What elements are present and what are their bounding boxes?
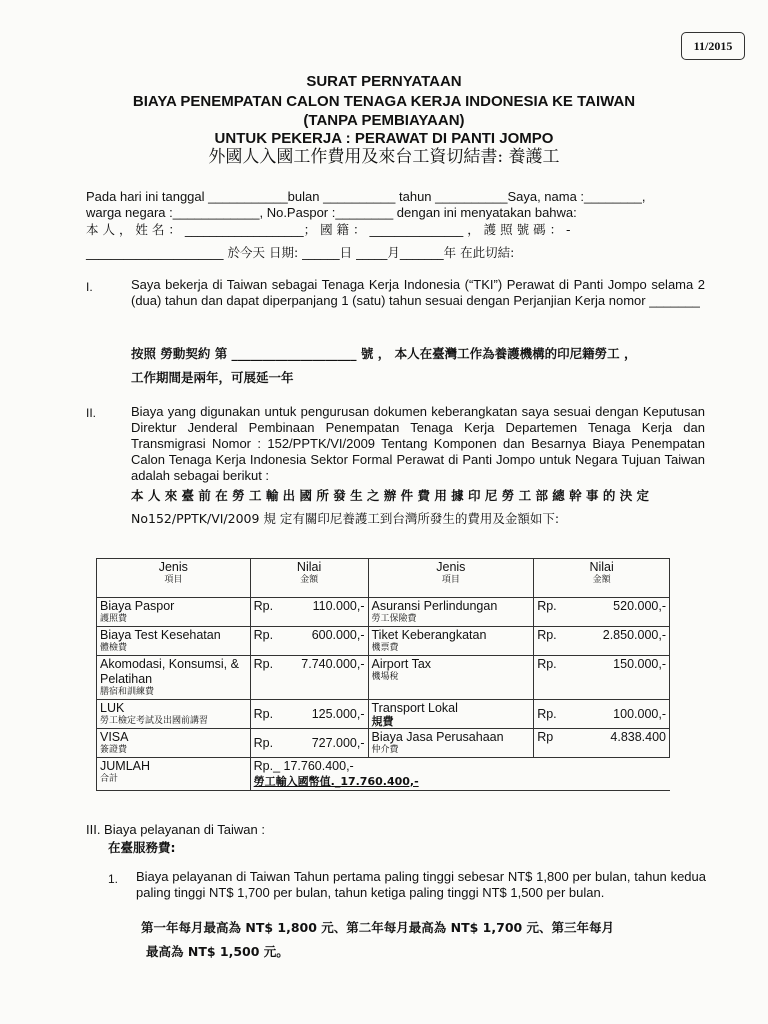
table-row: Biaya Paspor 護照費 Rp. 110.000,- Asuransi Perlindungan 勞工保險費 Rp. 520.000,-	[97, 598, 670, 627]
intro-line-4: ______________________ 於今天 日期: ______日 _____月_______年 在此切結:	[86, 245, 515, 260]
table-row: LUK 勞工檢定考試及出國前講習 Rp. 125.000,- Transport Lokal 規費 Rp. 100.000,-	[97, 700, 670, 729]
header-nilai-left: Nilai 金額	[250, 559, 368, 598]
title-untuk-pekerja: UNTUK PEKERJA : PERAWAT DI PANTI JOMPO	[214, 130, 554, 147]
section-3-item-number: 1.	[108, 872, 119, 886]
section-3-title-chinese: 在臺服務費:	[108, 840, 176, 855]
table-row: Akomodasi, Konsumsi, & Pelatihan 膳宿和訓練費 Rp. 7.740.000,- Airport Tax 機場稅 Rp. 150.000,-	[97, 656, 670, 700]
title-surat-pernyataan: SURAT PERNYATAAN	[306, 73, 462, 90]
table-header-row	[97, 559, 670, 598]
cost-table	[96, 558, 670, 791]
section-3-item-chinese-1: 第一年每月最高為 NT$ 1,800 元、第二年每月最高為 NT$ 1,700 元、第三年每月	[141, 920, 615, 935]
title-tanpa-pembiayaan: (TANPA PEMBIAYAAN)	[303, 112, 465, 129]
intro-line-2: warga negara :____________, No.Paspor :________ dengan ini menyatakan bahwa:	[86, 205, 577, 220]
section-2-chinese-1: 本 人 來 臺 前 在 勞 工 輸 出 國 所 發 生 之 辦 件 費 用 據 印 尼 勞 工 部 總 幹 事 的 決 定	[131, 488, 650, 503]
header-jenis-left: Jenis 項目	[97, 559, 251, 598]
intro-line-3: 本 人 ， 姓 名 ： ___________________； 國 籍 ： _______________ ， 護 照 號 碼 ： -	[86, 222, 571, 237]
section-2-chinese-2: No152/PPTK/VI/2009 規 定有關印尼養護工到台灣所發生的費用及金額如下:	[131, 511, 560, 526]
section-1-chinese-2: 工作期間是兩年，可展延一年	[131, 370, 294, 385]
section-2-text: Biaya yang digunakan untuk pengurusan dokumen keberangkatan saya sesuai dengan Keputusan Direktur Jenderal Pembinaan Penempatan Tenaga Kerja Departemen Tenaga Kerja dan Transmigrasi Nomor : 152/PPTK/VI/2009 Tentang Komponen dan Besarnya Biaya Penempatan Calon Tenaga Kerja Indonesia Sektor Formal Perawat di Panti Jompo untuk Negara Tujuan Taiwan adalah sebagai berikut :	[131, 404, 705, 483]
header-nilai-right: Nilai 金額	[534, 559, 670, 598]
section-1-chinese-1: 按照 勞動契約 第 ____________________ 號 ， 本人在臺灣工作為養護機構的印尼籍勞工 ，	[131, 346, 637, 361]
table-row: Biaya Test Kesehatan 體檢費 Rp. 600.000,- Tiket Keberangkatan 機票費 Rp. 2.850.000,-	[97, 627, 670, 656]
title-biaya-penempatan: BIAYA PENEMPATAN CALON TENAGA KERJA INDONESIA KE TAIWAN	[132, 93, 636, 110]
title-chinese: 外國人入國工作費用及來台工資切結書: 養護工	[208, 147, 560, 167]
table-row: VISA 簽證費 Rp. 727.000,- Biaya Jasa Perusahaan 仲介費 Rp 4.838.400	[97, 729, 670, 758]
section-1-text: Saya bekerja di Taiwan sebagai Tenaga Kerja Indonesia (“TKI”) Perawat di Panti Jompo selama 2 (dua) tahun dan dapat diperpanjang 1 (satu) tahun sesuai dengan Perjanjian Kerja nomor _______	[131, 277, 705, 308]
intro-line-1: Pada hari ini tanggal ___________bulan __________ tahun __________Saya, nama :________,	[86, 189, 646, 204]
total-value: Rp._ 17.760.400,-	[253, 759, 354, 773]
section-2-number: II.	[86, 406, 97, 420]
header-jenis-right: Jenis 項目	[368, 559, 534, 598]
section-3-item-text: Biaya pelayanan di Taiwan Tahun pertama paling tinggi sebesar NT$ 1,800 per bulan, tahun kedua paling tinggi NT$ 1,700 per bulan, tahun ketiga paling tinggi NT$ 1,500 per bulan.	[136, 869, 706, 900]
section-3-title: III. Biaya pelayanan di Taiwan :	[86, 822, 265, 837]
section-3-item-chinese-2: 最高為 NT$ 1,500 元。	[146, 944, 289, 959]
section-1-number: I.	[86, 280, 93, 294]
form-code-badge: 11/2015	[681, 32, 745, 60]
total-value-chinese: 勞工輸入國幣值._17.760.400,-	[253, 775, 419, 788]
table-total-row: JUMLAH 合計 Rp._ 17.760.400,- 勞工輸入國幣值._17.760.400,-	[97, 758, 670, 791]
